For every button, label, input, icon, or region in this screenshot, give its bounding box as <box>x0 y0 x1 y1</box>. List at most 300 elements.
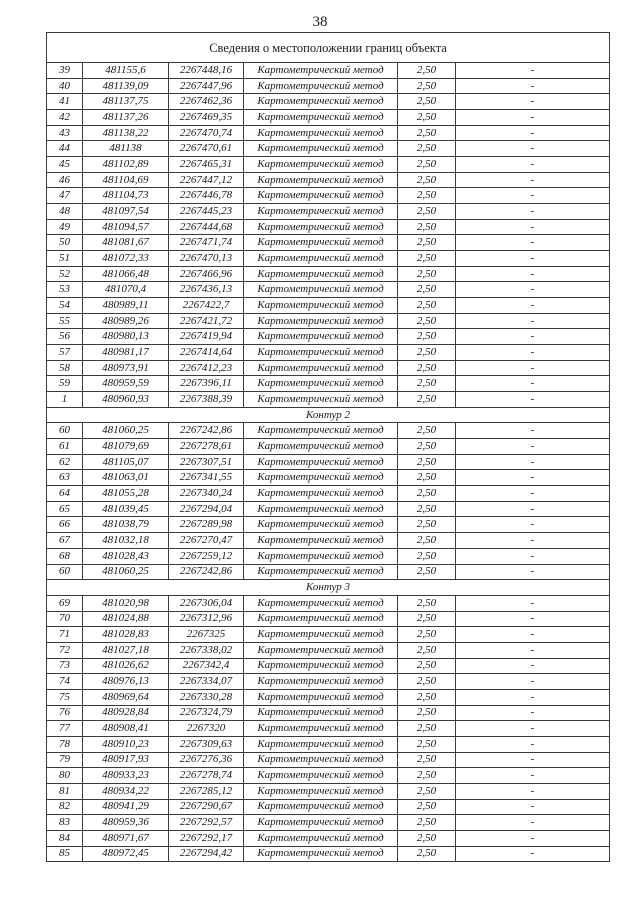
accuracy: 2,50 <box>398 78 456 94</box>
point-number: 75 <box>47 689 83 705</box>
point-number: 43 <box>47 125 83 141</box>
accuracy: 2,50 <box>398 689 456 705</box>
table-row <box>47 282 610 298</box>
coord-x: 480934,22 <box>83 783 169 799</box>
coord-y: 2267278,74 <box>169 768 244 784</box>
note: - <box>456 658 610 674</box>
note: - <box>456 627 610 643</box>
method: Картометрический метод <box>244 282 398 298</box>
method: Картометрический метод <box>244 642 398 658</box>
contour-heading: Контур 3 <box>47 580 610 596</box>
note: - <box>456 799 610 815</box>
table-row <box>47 313 610 329</box>
coord-y: 2267294,04 <box>169 501 244 517</box>
method: Картометрический метод <box>244 454 398 470</box>
accuracy: 2,50 <box>398 533 456 549</box>
coord-x: 481138,22 <box>83 125 169 141</box>
table-row <box>47 298 610 314</box>
accuracy: 2,50 <box>398 470 456 486</box>
method: Картометрический метод <box>244 627 398 643</box>
coord-x: 481137,26 <box>83 110 169 126</box>
table-row <box>47 815 610 831</box>
table-row <box>47 830 610 846</box>
note: - <box>456 345 610 361</box>
method: Картометрический метод <box>244 188 398 204</box>
table-title: Сведения о местоположении границ объекта <box>47 33 610 63</box>
note: - <box>456 721 610 737</box>
method: Картометрический метод <box>244 313 398 329</box>
point-number: 68 <box>47 548 83 564</box>
accuracy: 2,50 <box>398 313 456 329</box>
note: - <box>456 533 610 549</box>
coord-y: 2267422,7 <box>169 298 244 314</box>
point-number: 84 <box>47 830 83 846</box>
point-number: 56 <box>47 329 83 345</box>
method: Картометрический метод <box>244 204 398 220</box>
coord-x: 481028,43 <box>83 548 169 564</box>
method: Картометрический метод <box>244 470 398 486</box>
method: Картометрический метод <box>244 501 398 517</box>
table-row <box>47 595 610 611</box>
coord-y: 2267285,12 <box>169 783 244 799</box>
note: - <box>456 517 610 533</box>
coord-y: 2267470,61 <box>169 141 244 157</box>
table-row <box>47 454 610 470</box>
point-number: 71 <box>47 627 83 643</box>
coord-y: 2267446,78 <box>169 188 244 204</box>
note: - <box>456 674 610 690</box>
contour-heading-row <box>47 580 610 596</box>
note: - <box>456 595 610 611</box>
table-row <box>47 439 610 455</box>
method: Картометрический метод <box>244 94 398 110</box>
point-number: 57 <box>47 345 83 361</box>
coord-y: 2267242,86 <box>169 564 244 580</box>
accuracy: 2,50 <box>398 454 456 470</box>
table-row <box>47 94 610 110</box>
point-number: 44 <box>47 141 83 157</box>
coord-y: 2267324,79 <box>169 705 244 721</box>
accuracy: 2,50 <box>398 627 456 643</box>
method: Картометрический метод <box>244 674 398 690</box>
table-row <box>47 846 610 862</box>
point-number: 55 <box>47 313 83 329</box>
accuracy: 2,50 <box>398 595 456 611</box>
table-row <box>47 125 610 141</box>
coord-y: 2267278,61 <box>169 439 244 455</box>
accuracy: 2,50 <box>398 611 456 627</box>
table-row <box>47 533 610 549</box>
table-row <box>47 110 610 126</box>
accuracy: 2,50 <box>398 125 456 141</box>
coord-x: 480976,13 <box>83 674 169 690</box>
coord-y: 2267342,4 <box>169 658 244 674</box>
method: Картометрический метод <box>244 157 398 173</box>
coord-x: 480960,93 <box>83 392 169 408</box>
accuracy: 2,50 <box>398 783 456 799</box>
accuracy: 2,50 <box>398 63 456 79</box>
coord-y: 2267470,74 <box>169 125 244 141</box>
coord-x: 480933,23 <box>83 768 169 784</box>
point-number: 66 <box>47 517 83 533</box>
table-row <box>47 736 610 752</box>
note: - <box>456 266 610 282</box>
method: Картометрический метод <box>244 830 398 846</box>
coord-x: 481137,75 <box>83 94 169 110</box>
accuracy: 2,50 <box>398 235 456 251</box>
method: Картометрический метод <box>244 799 398 815</box>
table-row <box>47 188 610 204</box>
note: - <box>456 564 610 580</box>
coord-x: 480969,64 <box>83 689 169 705</box>
coord-x: 481097,54 <box>83 204 169 220</box>
point-number: 60 <box>47 423 83 439</box>
note: - <box>456 188 610 204</box>
table-row <box>47 658 610 674</box>
point-number: 48 <box>47 204 83 220</box>
coord-x: 481079,69 <box>83 439 169 455</box>
coord-x: 481060,25 <box>83 564 169 580</box>
coord-x: 480971,67 <box>83 830 169 846</box>
coord-x: 481070,4 <box>83 282 169 298</box>
note: - <box>456 830 610 846</box>
coord-y: 2267445,23 <box>169 204 244 220</box>
point-number: 53 <box>47 282 83 298</box>
coord-y: 2267414,64 <box>169 345 244 361</box>
method: Картометрический метод <box>244 423 398 439</box>
point-number: 1 <box>47 392 83 408</box>
accuracy: 2,50 <box>398 392 456 408</box>
note: - <box>456 423 610 439</box>
coord-y: 2267447,96 <box>169 78 244 94</box>
coord-y: 2267334,07 <box>169 674 244 690</box>
note: - <box>456 689 610 705</box>
point-number: 78 <box>47 736 83 752</box>
coord-x: 480989,26 <box>83 313 169 329</box>
method: Картометрический метод <box>244 63 398 79</box>
coord-x: 481102,89 <box>83 157 169 173</box>
point-number: 46 <box>47 172 83 188</box>
accuracy: 2,50 <box>398 204 456 220</box>
table-row <box>47 689 610 705</box>
method: Картометрический метод <box>244 768 398 784</box>
accuracy: 2,50 <box>398 721 456 737</box>
method: Картометрический метод <box>244 846 398 862</box>
method: Картометрический метод <box>244 548 398 564</box>
accuracy: 2,50 <box>398 439 456 455</box>
coord-y: 2267292,57 <box>169 815 244 831</box>
coord-x: 480928,84 <box>83 705 169 721</box>
note: - <box>456 63 610 79</box>
coord-x: 481020,98 <box>83 595 169 611</box>
coord-x: 480910,23 <box>83 736 169 752</box>
table-row <box>47 674 610 690</box>
note: - <box>456 313 610 329</box>
coord-x: 481038,79 <box>83 517 169 533</box>
coord-x: 480981,17 <box>83 345 169 361</box>
method: Картометрический метод <box>244 611 398 627</box>
method: Картометрический метод <box>244 125 398 141</box>
accuracy: 2,50 <box>398 674 456 690</box>
note: - <box>456 736 610 752</box>
accuracy: 2,50 <box>398 846 456 862</box>
note: - <box>456 376 610 392</box>
coord-y: 2267448,16 <box>169 63 244 79</box>
point-number: 69 <box>47 595 83 611</box>
method: Картометрический метод <box>244 564 398 580</box>
note: - <box>456 94 610 110</box>
coord-x: 481155,6 <box>83 63 169 79</box>
point-number: 40 <box>47 78 83 94</box>
coord-y: 2267444,68 <box>169 219 244 235</box>
point-number: 72 <box>47 642 83 658</box>
table-row <box>47 783 610 799</box>
point-number: 63 <box>47 470 83 486</box>
method: Картометрический метод <box>244 392 398 408</box>
accuracy: 2,50 <box>398 752 456 768</box>
note: - <box>456 501 610 517</box>
point-number: 73 <box>47 658 83 674</box>
table-row <box>47 548 610 564</box>
note: - <box>456 439 610 455</box>
accuracy: 2,50 <box>398 830 456 846</box>
note: - <box>456 204 610 220</box>
point-number: 70 <box>47 611 83 627</box>
coord-y: 2267289,98 <box>169 517 244 533</box>
coord-y: 2267412,23 <box>169 360 244 376</box>
table-row <box>47 235 610 251</box>
table-row <box>47 705 610 721</box>
point-number: 77 <box>47 721 83 737</box>
method: Картометрический метод <box>244 815 398 831</box>
accuracy: 2,50 <box>398 219 456 235</box>
coord-x: 481105,07 <box>83 454 169 470</box>
accuracy: 2,50 <box>398 172 456 188</box>
coord-x: 481094,57 <box>83 219 169 235</box>
coord-x: 480972,45 <box>83 846 169 862</box>
point-number: 47 <box>47 188 83 204</box>
coord-x: 481081,67 <box>83 235 169 251</box>
note: - <box>456 548 610 564</box>
accuracy: 2,50 <box>398 815 456 831</box>
contour-heading-row <box>47 407 610 423</box>
note: - <box>456 125 610 141</box>
coord-y: 2267436,13 <box>169 282 244 298</box>
coord-y: 2267470,13 <box>169 251 244 267</box>
accuracy: 2,50 <box>398 736 456 752</box>
coord-x: 481024,88 <box>83 611 169 627</box>
method: Картометрический метод <box>244 705 398 721</box>
note: - <box>456 392 610 408</box>
point-number: 65 <box>47 501 83 517</box>
table-row <box>47 329 610 345</box>
method: Картометрический метод <box>244 533 398 549</box>
table-row <box>47 768 610 784</box>
note: - <box>456 172 610 188</box>
point-number: 58 <box>47 360 83 376</box>
table-row <box>47 564 610 580</box>
note: - <box>456 642 610 658</box>
table-body <box>47 33 610 862</box>
point-number: 52 <box>47 266 83 282</box>
page-number: 38 <box>312 14 328 30</box>
coord-x: 481104,69 <box>83 172 169 188</box>
coord-y: 2267396,11 <box>169 376 244 392</box>
point-number: 60 <box>47 564 83 580</box>
table-title-row <box>47 33 610 63</box>
accuracy: 2,50 <box>398 658 456 674</box>
coord-y: 2267421,72 <box>169 313 244 329</box>
point-number: 41 <box>47 94 83 110</box>
note: - <box>456 486 610 502</box>
coord-y: 2267292,17 <box>169 830 244 846</box>
coord-y: 2267259,12 <box>169 548 244 564</box>
coord-y: 2267388,39 <box>169 392 244 408</box>
coord-x: 481066,48 <box>83 266 169 282</box>
accuracy: 2,50 <box>398 423 456 439</box>
accuracy: 2,50 <box>398 360 456 376</box>
coord-y: 2267320 <box>169 721 244 737</box>
method: Картометрический метод <box>244 721 398 737</box>
coord-y: 2267419,94 <box>169 329 244 345</box>
coord-y: 2267325 <box>169 627 244 643</box>
table-row <box>47 376 610 392</box>
note: - <box>456 219 610 235</box>
note: - <box>456 282 610 298</box>
coord-x: 480959,36 <box>83 815 169 831</box>
table-row <box>47 799 610 815</box>
coord-x: 481039,45 <box>83 501 169 517</box>
note: - <box>456 251 610 267</box>
accuracy: 2,50 <box>398 548 456 564</box>
coord-x: 481026,62 <box>83 658 169 674</box>
coord-y: 2267276,36 <box>169 752 244 768</box>
point-number: 67 <box>47 533 83 549</box>
contour-heading: Контур 2 <box>47 407 610 423</box>
table-row <box>47 611 610 627</box>
point-number: 42 <box>47 110 83 126</box>
note: - <box>456 768 610 784</box>
coord-y: 2267447,12 <box>169 172 244 188</box>
method: Картометрический метод <box>244 219 398 235</box>
coord-x: 480973,91 <box>83 360 169 376</box>
point-number: 82 <box>47 799 83 815</box>
coord-y: 2267306,04 <box>169 595 244 611</box>
table-row <box>47 501 610 517</box>
point-number: 61 <box>47 439 83 455</box>
method: Картометрический метод <box>244 658 398 674</box>
note: - <box>456 141 610 157</box>
note: - <box>456 360 610 376</box>
accuracy: 2,50 <box>398 282 456 298</box>
note: - <box>456 705 610 721</box>
point-number: 59 <box>47 376 83 392</box>
coord-y: 2267290,67 <box>169 799 244 815</box>
accuracy: 2,50 <box>398 517 456 533</box>
table-row <box>47 517 610 533</box>
method: Картометрический метод <box>244 266 398 282</box>
method: Картометрический метод <box>244 752 398 768</box>
coord-y: 2267307,51 <box>169 454 244 470</box>
accuracy: 2,50 <box>398 94 456 110</box>
accuracy: 2,50 <box>398 298 456 314</box>
accuracy: 2,50 <box>398 266 456 282</box>
method: Картометрический метод <box>244 439 398 455</box>
table-row <box>47 360 610 376</box>
coord-x: 481138 <box>83 141 169 157</box>
table-row <box>47 78 610 94</box>
accuracy: 2,50 <box>398 110 456 126</box>
accuracy: 2,50 <box>398 564 456 580</box>
method: Картометрический метод <box>244 360 398 376</box>
point-number: 85 <box>47 846 83 862</box>
coord-x: 481027,18 <box>83 642 169 658</box>
note: - <box>456 815 610 831</box>
point-number: 54 <box>47 298 83 314</box>
table-row <box>47 172 610 188</box>
method: Картометрический метод <box>244 110 398 126</box>
coord-x: 480959,59 <box>83 376 169 392</box>
method: Картометрический метод <box>244 376 398 392</box>
note: - <box>456 78 610 94</box>
note: - <box>456 235 610 251</box>
note: - <box>456 783 610 799</box>
note: - <box>456 157 610 173</box>
point-number: 83 <box>47 815 83 831</box>
point-number: 45 <box>47 157 83 173</box>
table-row <box>47 721 610 737</box>
coord-y: 2267294,42 <box>169 846 244 862</box>
table-row <box>47 392 610 408</box>
coord-y: 2267465,31 <box>169 157 244 173</box>
coord-x: 480908,41 <box>83 721 169 737</box>
method: Картометрический метод <box>244 235 398 251</box>
coord-x: 481028,83 <box>83 627 169 643</box>
coord-x: 480989,11 <box>83 298 169 314</box>
table-row <box>47 642 610 658</box>
coord-y: 2267466,96 <box>169 266 244 282</box>
accuracy: 2,50 <box>398 157 456 173</box>
coord-x: 480917,93 <box>83 752 169 768</box>
note: - <box>456 752 610 768</box>
method: Картометрический метод <box>244 345 398 361</box>
table-row <box>47 251 610 267</box>
coord-x: 480941,29 <box>83 799 169 815</box>
coord-y: 2267341,55 <box>169 470 244 486</box>
method: Картометрический метод <box>244 783 398 799</box>
method: Картометрический метод <box>244 329 398 345</box>
boundary-table <box>46 32 610 862</box>
coord-y: 2267462,36 <box>169 94 244 110</box>
coord-x: 481032,18 <box>83 533 169 549</box>
coord-y: 2267338,02 <box>169 642 244 658</box>
coord-y: 2267242,86 <box>169 423 244 439</box>
accuracy: 2,50 <box>398 329 456 345</box>
coord-x: 481060,25 <box>83 423 169 439</box>
method: Картометрический метод <box>244 141 398 157</box>
point-number: 62 <box>47 454 83 470</box>
coord-x: 480980,13 <box>83 329 169 345</box>
coord-x: 481063,01 <box>83 470 169 486</box>
accuracy: 2,50 <box>398 345 456 361</box>
coord-x: 481139,09 <box>83 78 169 94</box>
table-row <box>47 63 610 79</box>
coord-x: 481104,73 <box>83 188 169 204</box>
table-row <box>47 266 610 282</box>
note: - <box>456 470 610 486</box>
method: Картометрический метод <box>244 486 398 502</box>
note: - <box>456 110 610 126</box>
